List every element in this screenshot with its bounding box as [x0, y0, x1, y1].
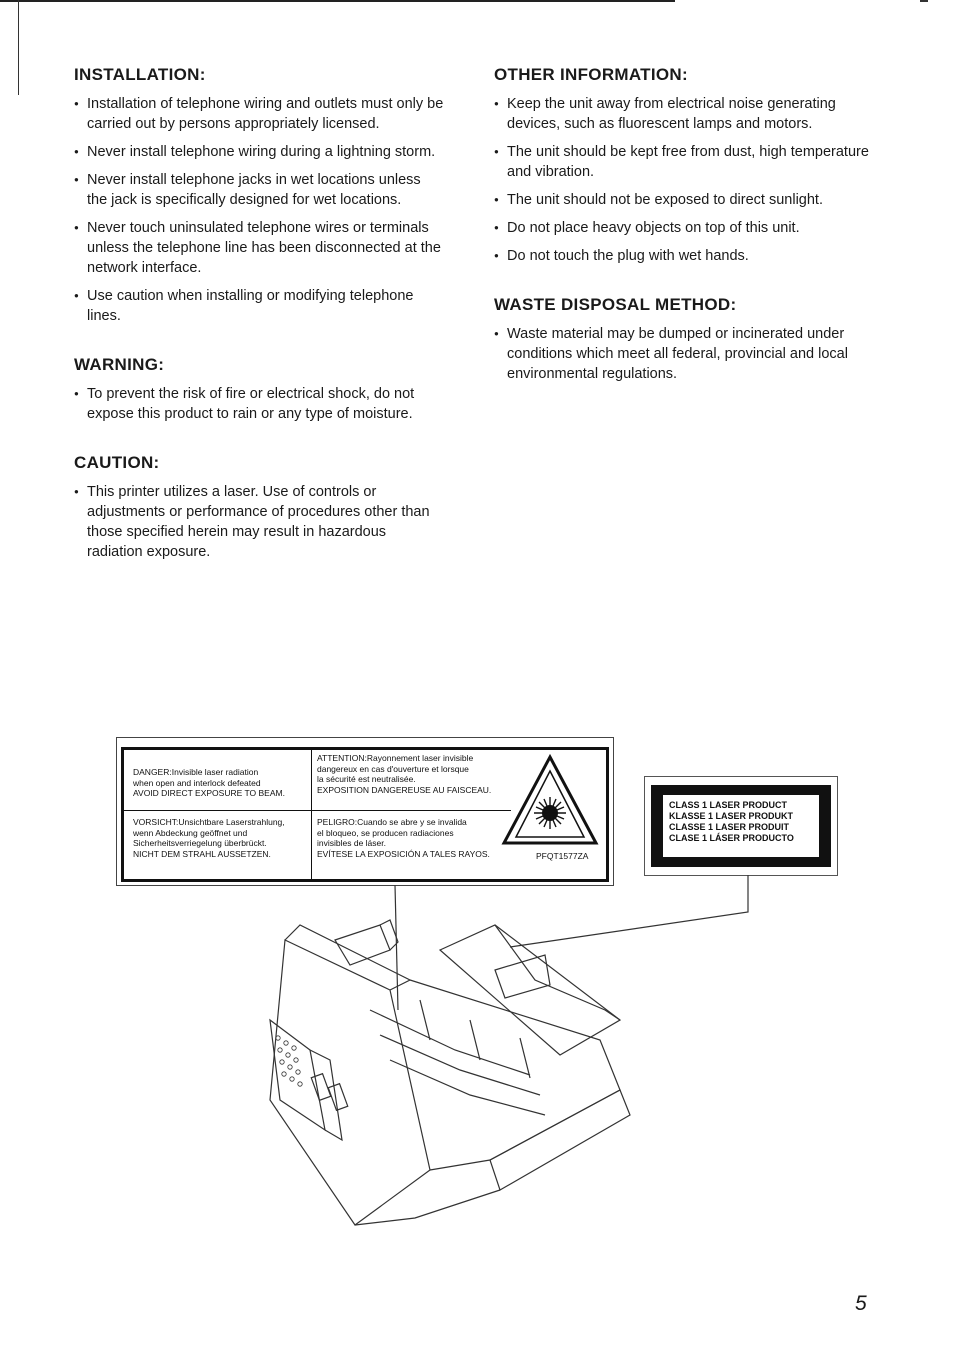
top-rule [0, 0, 675, 2]
label-line: Sicherheitsverriegelung überbrückt. [133, 838, 267, 848]
label-line: el bloqueo, se producen radiaciones [317, 827, 454, 838]
list-item: ● Do not touch the plug with wet hands. [494, 246, 874, 266]
label-line: VORSICHT:Unsichtbare Laserstrahlung, [133, 817, 285, 827]
label-line: EVÍTESE LA EXPOSICIÓN A TALES RAYOS. [317, 848, 490, 859]
other-information-list [494, 94, 874, 266]
list-item: ● The unit should be kept free from dust, high temperature and vibration. [494, 142, 874, 182]
list-item: ● Waste material may be dumped or incinerated under conditions which meet all federal, provincial and local environmental regulations. [494, 324, 874, 384]
laser-warning-triangle-icon [500, 753, 600, 848]
caution-heading: CAUTION: [74, 453, 160, 472]
label-line: NICHT DEM STRAHL AUSSETZEN. [133, 848, 271, 859]
list-item: ● This printer utilizes a laser. Use of controls or adjustments or performance of procedures other than those specified herein may result in hazardous radiation exposure. [74, 482, 444, 562]
left-column [74, 64, 444, 590]
waste-disposal-list [494, 324, 874, 384]
class-line: CLASSE 1 LASER PRODUIT [669, 822, 790, 832]
list-item: ● Do not place heavy objects on top of this unit. [494, 218, 874, 238]
other-information-section [494, 64, 874, 266]
corner-mark [920, 0, 928, 2]
label-line: AVOID DIRECT EXPOSURE TO BEAM. [133, 788, 285, 798]
printer-illustration [240, 870, 860, 1240]
list-item: ● The unit should not be exposed to direct sunlight. [494, 190, 874, 210]
part-number: PFQT1577ZA [536, 851, 589, 861]
installation-section [74, 64, 444, 326]
label-line: ATTENTION:Rayonnement laser invisible [317, 753, 474, 763]
label-divider [124, 810, 311, 811]
label-line: dangereux en cas d'ouverture et lorsque [317, 763, 469, 774]
installation-heading: INSTALLATION: [74, 65, 206, 84]
warning-section [74, 354, 444, 424]
label-line: EXPOSITION DANGEREUSE AU FAISCEAU. [317, 784, 492, 795]
label-line: la sécurité est neutralisée. [317, 774, 416, 784]
list-item: ● Keep the unit away from electrical noise generating devices, such as fluorescent lamps and motors. [494, 94, 874, 134]
warning-list [74, 384, 444, 424]
list-item: ● To prevent the risk of fire or electrical shock, do not expose this product to rain or any type of moisture. [74, 384, 444, 424]
class-line: CLASS 1 LASER PRODUCT [669, 800, 788, 810]
label-divider [311, 750, 312, 881]
class-line: CLASE 1 LÁSER PRODUCTO [669, 833, 794, 843]
right-column [494, 64, 874, 412]
class-label-text-box [663, 795, 819, 857]
label-line: wenn Abdeckung geöffnet und [133, 827, 248, 838]
danger-spanish-text [317, 817, 517, 859]
list-item: ● Use caution when installing or modifying telephone lines. [74, 286, 444, 326]
class-1-laser-label [644, 776, 838, 876]
label-frame [651, 785, 831, 867]
laser-danger-label [116, 737, 614, 886]
label-line: PELIGRO:Cuando se abre y se invalida [317, 817, 467, 827]
label-line: DANGER:Invisible laser radiation [133, 767, 259, 777]
other-information-heading: OTHER INFORMATION: [494, 65, 688, 84]
left-rule [18, 0, 19, 95]
list-item: ● Installation of telephone wiring and outlets must only be carried out by persons appropriately licensed. [74, 94, 444, 134]
page-number: 5 [855, 1292, 867, 1315]
danger-french-text [317, 753, 517, 795]
waste-disposal-section [494, 294, 874, 384]
list-item: ● Never touch uninsulated telephone wires or terminals unless the telephone line has been disconnected at the network interface. [74, 218, 444, 278]
list-item: ● Never install telephone jacks in wet locations unless the jack is specifically designed for wet locations. [74, 170, 444, 210]
danger-english-text [133, 767, 309, 799]
label-divider [311, 810, 511, 811]
waste-disposal-heading: WASTE DISPOSAL METHOD: [494, 295, 737, 314]
label-frame [121, 747, 609, 882]
caution-section [74, 452, 444, 562]
list-item: ● Never install telephone wiring during a lightning storm. [74, 142, 444, 162]
warning-heading: WARNING: [74, 355, 165, 374]
installation-list [74, 94, 444, 326]
label-line: when open and interlock defeated [133, 777, 261, 788]
label-line: invisibles de láser. [317, 838, 386, 848]
danger-german-text [133, 817, 309, 859]
caution-list [74, 482, 444, 562]
class-line: KLASSE 1 LASER PRODUKT [669, 811, 794, 821]
